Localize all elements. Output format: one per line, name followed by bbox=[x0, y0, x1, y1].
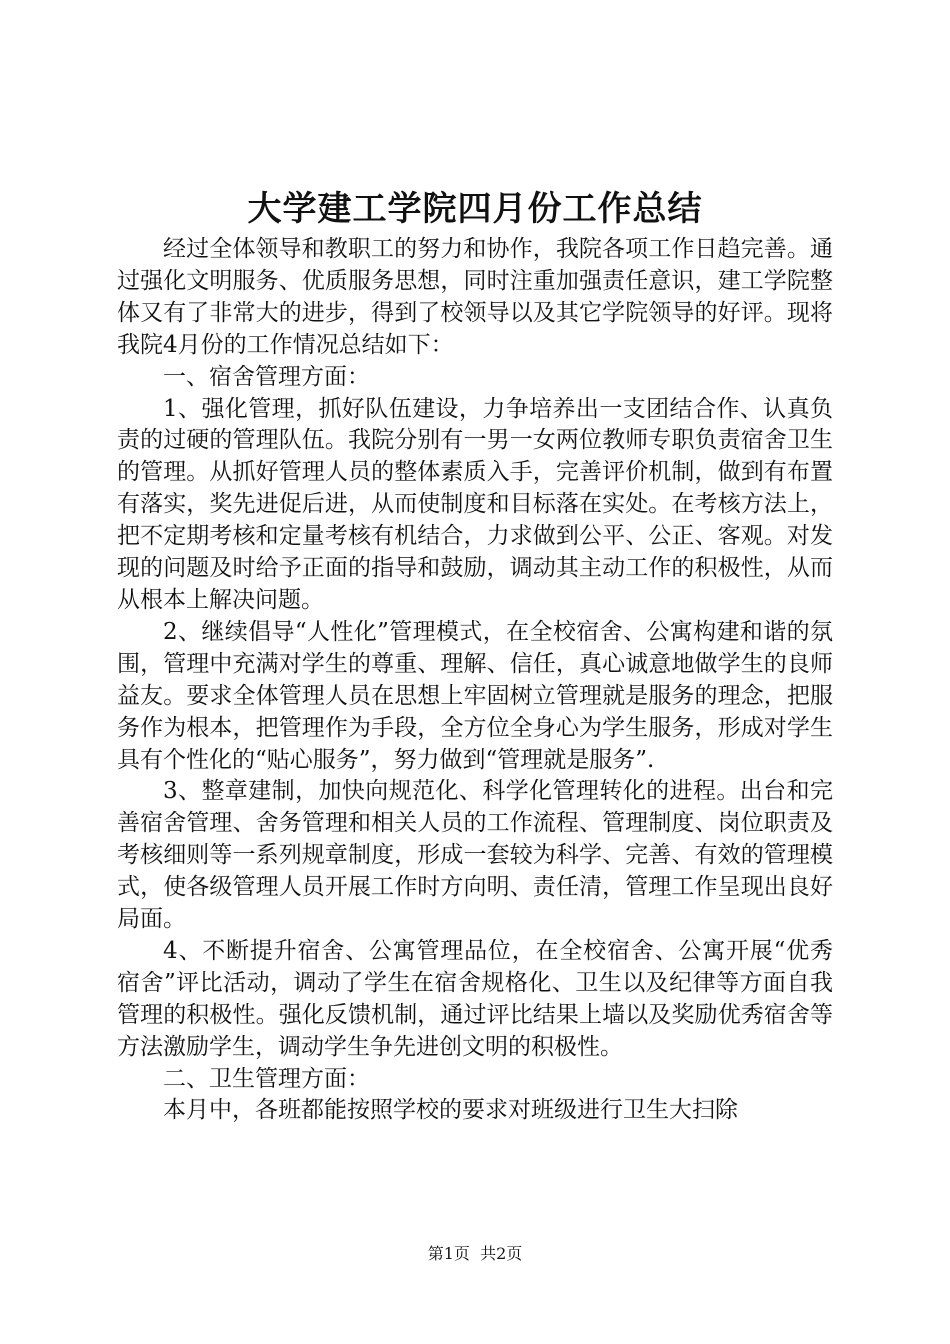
paragraph-item-3: 3、整章建制，加快向规范化、科学化管理转化的进程。出台和完善宿舍管理、舍务管理和相关人员的工作流程、管理制度、岗位职责及考核细则等一系列规章制度，形成一套较为科学、完善、有效的管理模式，使各级管理人员开展工作时方向明、责任清，管理工作呈现出良好局面。 bbox=[117, 778, 833, 933]
page-footer bbox=[0, 1242, 950, 1266]
section-heading-hygiene: 二、卫生管理方面： bbox=[163, 1065, 370, 1092]
hygiene-paragraph: 本月中，各班都能按照学校的要求对班级进行卫生大扫除 bbox=[163, 1097, 738, 1124]
paragraph-item-1: 1、强化管理，抓好队伍建设，力争培养出一支团结合作、认真负责的过硬的管理队伍。我院分别有一男一女两位教师专职负责宿舍卫生的管理。从抓好管理人员的整体素质入手，完善评价机制，做到有布置有落实，奖先进促后进，从而使制度和目标落在实处。在考核方法上，把不定期考核和定量考核有机结合，力求做到公平、公正、客观。对发现的问题及时给予正面的指导和鼓励，调动其主动工作的积极性，从而从根本上解决问题。 bbox=[117, 395, 833, 613]
section-heading-dormitory: 一、宿舍管理方面： bbox=[163, 363, 370, 390]
paragraph-item-4: 4、不断提升宿舍、公寓管理品位，在全校宿舍、公寓开展“优秀宿舍”评比活动，调动了学生在宿舍规格化、卫生以及纪律等方面自我管理的积极性。强化反馈机制，通过评比结果上墙以及奖励优秀宿舍等方法激励学生，调动学生争先进创文明的积极性。 bbox=[117, 937, 833, 1060]
document-body bbox=[117, 234, 833, 1127]
paragraph-item-2: 2、继续倡导“人性化”管理模式，在全校宿舍、公寓构建和谐的氛围，管理中充满对学生的尊重、理解、信任，真心诚意地做学生的良师益友。要求全体管理人员在思想上牢固树立管理就是服务的理念，把服务作为根本，把管理作为手段，全方位全身心为学生服务，形成对学生具有个性化的“贴心服务”，努力做到“管理就是服务”. bbox=[117, 618, 833, 773]
page-number: 第1页 bbox=[427, 1244, 470, 1263]
document-title: 大学建工学院四月份工作总结 bbox=[247, 189, 703, 229]
intro-paragraph: 经过全体领导和教职工的努力和协作，我院各项工作日趋完善。通过强化文明服务、优质服务思想，同时注重加强责任意识，建工学院整体又有了非常大的进步，得到了校领导以及其它学院领导的好评。现将我院4月份的工作情况总结如下： bbox=[117, 236, 833, 358]
page-total: 共2页 bbox=[480, 1244, 523, 1263]
